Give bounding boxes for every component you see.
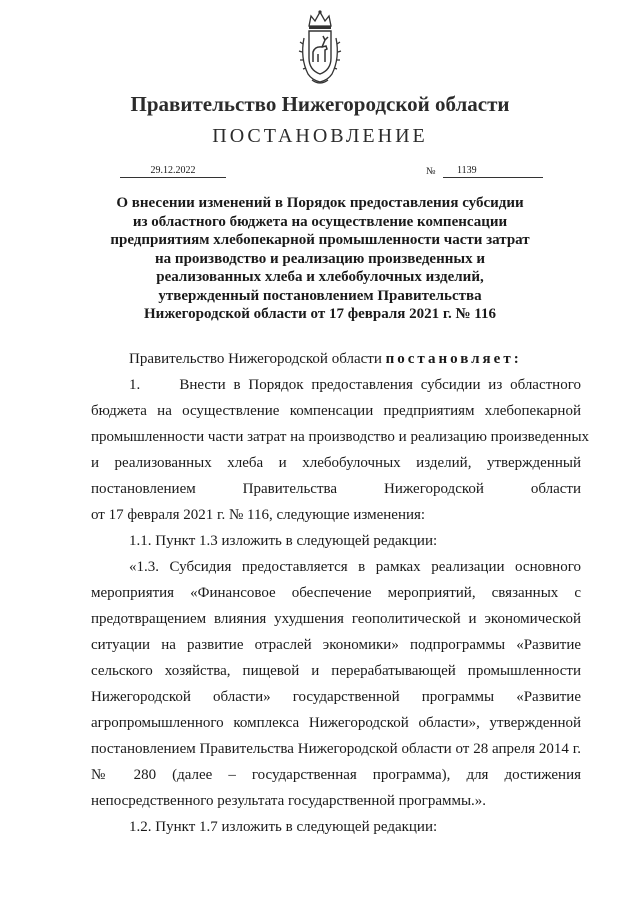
paragraph-line: сельского хозяйства, пищевой и перерабатывающей промышленности xyxy=(91,663,581,679)
document-number: 1139 xyxy=(443,165,543,178)
paragraph-line: бюджета на осуществление компенсации предприятиям хлебопекарной xyxy=(91,403,581,419)
paragraph-line: промышленности части затрат на производство и реализацию произведенных xyxy=(91,429,590,445)
paragraph-line: предотвращением влияния ухудшения геополитической и экономической xyxy=(91,611,581,627)
subject-line: Нижегородской области от 17 февраля 2021 г. № 116 xyxy=(144,306,496,322)
document-date: 29.12.2022 xyxy=(120,165,226,178)
paragraph-line: ситуации на развитие отраслей экономики» подпрограммы «Развитие xyxy=(91,637,581,653)
paragraph-line: Нижегородской области» государственной программы «Развитие xyxy=(91,689,581,705)
paragraph-line: мероприятия «Финансовое обеспечение мероприятий, связанных с xyxy=(91,585,581,601)
paragraph-line: № 280 (далее – государственная программа), для достижения xyxy=(91,767,581,783)
coat-of-arms-icon xyxy=(298,8,342,86)
subject-line: О внесении изменений в Порядок предоставления субсидии xyxy=(116,195,524,211)
intro-text: Правительство Нижегородской области xyxy=(129,351,386,367)
subject-line: реализованных хлеба и хлебобулочных изделий, xyxy=(156,269,484,285)
document-subject xyxy=(110,194,530,324)
paragraph-1-2: 1.2. Пункт 1.7 изложить в следующей редакции: xyxy=(129,819,438,835)
government-title: Правительство Нижегородской области xyxy=(130,92,510,116)
paragraph-1-1: 1.1. Пункт 1.3 изложить в следующей редакции: xyxy=(129,533,438,549)
subject-line: предприятиям хлебопекарной промышленности части затрат xyxy=(110,232,530,248)
document-type: ПОСТАНОВЛЕНИЕ xyxy=(212,125,428,147)
subject-line: на производство и реализацию произведенных и xyxy=(155,250,485,267)
intro-paragraph xyxy=(91,346,581,372)
paragraph-line: 1. Внести в Порядок предоставления субсидии из областного xyxy=(129,377,581,393)
paragraph-line: от 17 февраля 2021 г. № 116, следующие изменения: xyxy=(91,507,426,523)
paragraph-line: непосредственного результата государственной программы.». xyxy=(91,793,487,809)
number-label: № xyxy=(426,166,436,177)
document-body xyxy=(91,346,590,840)
paragraph-line: агропромышленного комплекса Нижегородской области», утвержденной xyxy=(91,715,581,731)
paragraph-line: постановлением Правительства Нижегородской области от 28 апреля 2014 г. xyxy=(91,741,581,757)
paragraph-line: «1.3. Субсидия предоставляется в рамках реализации основного xyxy=(129,559,581,575)
paragraph-line: постановлением Правительства Нижегородской области xyxy=(91,481,581,497)
paragraph-line: и реализованных хлеба и хлебобулочных изделий, утвержденный xyxy=(91,455,581,471)
subject-line: из областного бюджета на осуществление компенсации xyxy=(132,213,508,230)
subject-line: утвержденный постановлением Правительства xyxy=(158,287,482,304)
intro-verb: постановляет: xyxy=(385,351,522,367)
